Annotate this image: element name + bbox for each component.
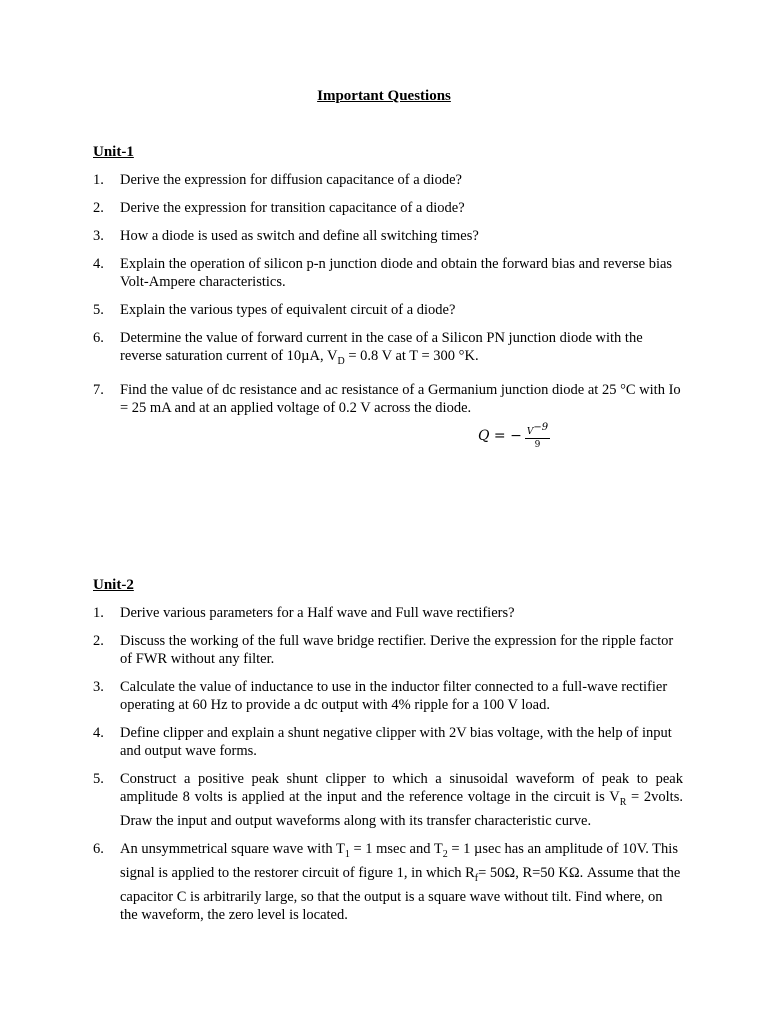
equation-lhs: Q = −: [478, 428, 522, 444]
subscript: D: [337, 355, 345, 367]
subscript: f: [474, 872, 479, 884]
numerator-exponent: −9: [533, 422, 549, 433]
question-text-part: = 1 µsec has an amplitude of 10V. This signal is applied to the restorer circuit of figure 1, in which R: [120, 840, 678, 881]
question-number: 6.: [93, 840, 104, 857]
question-text: Discuss the working of the full wave bridge rectifier. Derive the expression for the ripple factor of FWR without any filter.: [120, 633, 674, 667]
numerator-base: V: [526, 427, 534, 437]
list-item: [93, 329, 683, 371]
question-text: How a diode is used as switch and define all switching times?: [120, 228, 479, 244]
question-number: 2.: [93, 200, 104, 216]
list-item: [93, 724, 683, 760]
question-number: 6.: [93, 330, 104, 346]
question-number: 2.: [93, 633, 104, 649]
list-item: [93, 604, 683, 622]
question-text-part: Determine the value of forward current in the case of a Silicon PN junction diode with the reverse saturation current of 10µA, V: [120, 330, 643, 364]
question-number: 3.: [93, 679, 104, 695]
list-item: [93, 770, 683, 830]
question-number: 4.: [93, 725, 104, 741]
unit-2-heading: Unit-2: [93, 577, 134, 593]
question-number: 1.: [93, 172, 104, 188]
question-text: [120, 840, 683, 924]
question-text-part: = 2volts. Draw the input and output waveforms along with its transfer characteristic curve.: [120, 789, 683, 829]
question-text: Define clipper and explain a shunt negative clipper with 2V bias voltage, with the help of input and output wave forms.: [120, 725, 672, 759]
question-number: 5.: [93, 302, 104, 318]
question-text-part: Construct a positive peak shunt clipper to which a sinusoidal waveform of peak to peak amplitude 8 volts is applied at the input and the reference voltage in the circuit is V: [120, 771, 683, 805]
question-text: Derive various parameters for a Half wave and Full wave rectifiers?: [120, 605, 515, 621]
fraction-numerator: [525, 422, 550, 439]
list-item: [93, 381, 683, 417]
question-number: 4.: [93, 256, 104, 272]
question-text: [120, 329, 683, 371]
page-title: Important Questions: [317, 88, 451, 104]
question-number: 7.: [93, 381, 104, 398]
subscript: 1: [344, 848, 350, 860]
question-text: Explain the operation of silicon p-n junction diode and obtain the forward bias and reverse bias Volt-Ampere characteristics.: [120, 256, 673, 290]
list-item: [93, 301, 683, 319]
question-number: 5.: [93, 771, 104, 787]
question-text-part: = 0.8 V at T = 300 °K.: [344, 348, 479, 364]
list-item: [93, 840, 683, 924]
unit-2-question-list: [93, 604, 683, 934]
fraction-denominator: 9: [534, 440, 541, 450]
subscript: 2: [442, 848, 448, 860]
question-text-part: = 50Ω, R=50 KΩ. Assume that the capacitor C is arbitrarily large, so that the output is a square wave without tilt. Find where, on the waveform, the zero level is located.: [120, 864, 681, 923]
list-item: [93, 171, 683, 189]
equation: [478, 422, 550, 450]
question-text: Derive the expression for diffusion capacitance of a diode?: [120, 172, 462, 188]
list-item: [93, 199, 683, 217]
question-text-part: = 1 msec and T: [349, 840, 443, 857]
list-item: [93, 255, 683, 291]
unit-1-heading: Unit-1: [93, 144, 134, 160]
question-text: Find the value of dc resistance and ac resistance of a Germanium junction diode at 25 °C with Io = 25 mA and at an applied voltage of 0.2 V across the diode.: [120, 381, 681, 416]
question-text: Explain the various types of equivalent circuit of a diode?: [120, 302, 456, 318]
question-text: Calculate the value of inductance to use in the inductor filter connected to a full-wave rectifier operating at 60 Hz to provide a dc output with 4% ripple for a 100 V load.: [120, 679, 668, 713]
question-text-part: An unsymmetrical square wave with T: [120, 840, 345, 857]
list-item: [93, 632, 683, 668]
question-text: [120, 770, 683, 830]
question-number: 1.: [93, 605, 104, 621]
list-item: [93, 678, 683, 714]
list-item: [93, 227, 683, 245]
equation-fraction: [525, 422, 550, 450]
unit-1-question-list: [93, 171, 683, 427]
question-text: Derive the expression for transition capacitance of a diode?: [120, 200, 465, 216]
question-number: 3.: [93, 228, 104, 244]
subscript: R: [619, 796, 627, 808]
